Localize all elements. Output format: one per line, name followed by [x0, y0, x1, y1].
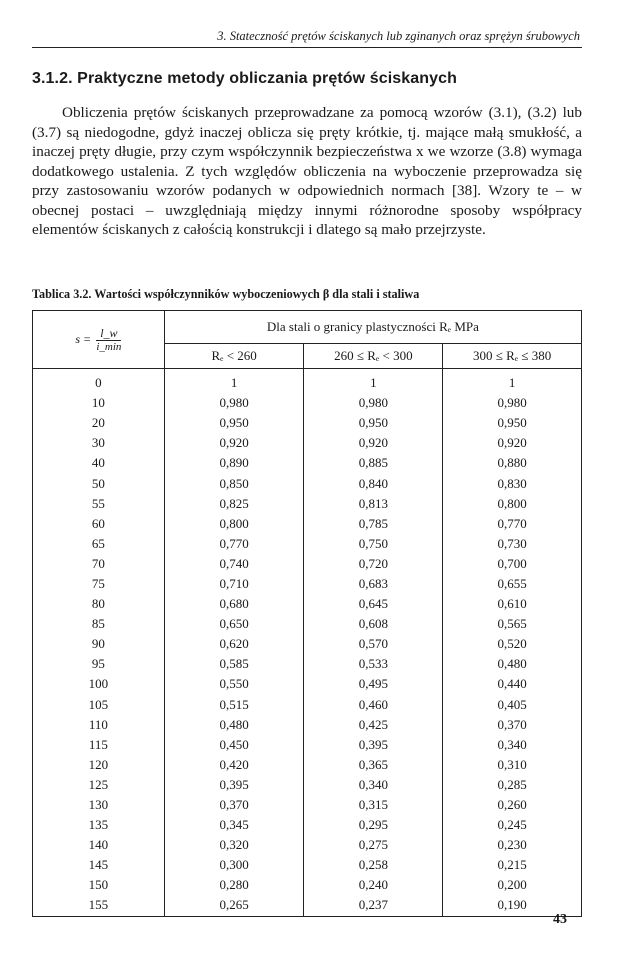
slenderness-cell: 40 [33, 453, 165, 473]
table-row [33, 473, 582, 493]
page-number: 43 [553, 912, 567, 927]
coefficient-cell: 0,320 [164, 835, 304, 855]
slenderness-cell: 140 [33, 835, 165, 855]
table-row [33, 413, 582, 433]
coefficient-cell: 0,420 [164, 755, 304, 775]
coefficient-cell: 1 [304, 369, 443, 394]
table-row [33, 674, 582, 694]
coefficient-cell: 0,770 [164, 534, 304, 554]
coefficient-cell: 0,980 [164, 393, 304, 413]
coefficient-cell: 0,480 [164, 715, 304, 735]
slenderness-cell: 85 [33, 614, 165, 634]
slenderness-cell: 95 [33, 654, 165, 674]
coefficient-cell: 0,200 [443, 875, 582, 895]
slenderness-cell: 120 [33, 755, 165, 775]
coefficient-cell: 0,565 [443, 614, 582, 634]
coefficient-cell: 0,920 [443, 433, 582, 453]
coefficient-cell: 0,950 [443, 413, 582, 433]
coefficient-cell: 0,245 [443, 815, 582, 835]
coefficient-cell: 0,405 [443, 695, 582, 715]
coefficient-cell: 0,950 [164, 413, 304, 433]
coefficient-cell: 0,950 [304, 413, 443, 433]
coefficient-cell: 0,340 [443, 735, 582, 755]
table-body [33, 369, 582, 917]
slenderness-cell: 65 [33, 534, 165, 554]
coefficient-cell: 0,237 [304, 895, 443, 916]
coefficient-cell: 0,710 [164, 574, 304, 594]
slenderness-cell: 55 [33, 494, 165, 514]
table-row [33, 735, 582, 755]
table-row [33, 574, 582, 594]
slenderness-cell: 150 [33, 875, 165, 895]
coefficient-cell: 0,260 [443, 795, 582, 815]
coefficient-cell: 0,645 [304, 594, 443, 614]
slenderness-cell: 100 [33, 674, 165, 694]
coefficient-cell: 0,700 [443, 554, 582, 574]
table-row [33, 634, 582, 654]
slenderness-fraction [96, 327, 121, 353]
coefficient-cell: 0,370 [164, 795, 304, 815]
table-row [33, 594, 582, 614]
body-paragraph: Obliczenia prętów ściskanych przeprowadzane za pomocą wzorów (3.1), (3.2) lub (3.7) są niedogodne, gdyż inaczej oblicza się pręty krótkie, tj. mające małą smukłość, a inaczej pręty długie, przy czym współczynnik bezpieczeństwa x we wzorze (3.8) wymaga dodatkowego ustalenia. Z tych względów obliczenia na wyboczenie przeprowadza się przy zastosowaniu wzorów podanych w odpowiednich normach [38]. Wzory te – w obecnej postaci – uwzględniają między innymi różnorodne sposoby współpracy elementów ściskanych z całością konstrukcji i dlatego są mało przejrzyste. [32, 104, 582, 238]
slenderness-cell: 145 [33, 855, 165, 875]
coefficient-cell: 0,495 [304, 674, 443, 694]
table-row [33, 895, 582, 916]
table-row [33, 433, 582, 453]
coefficient-cell: 0,265 [164, 895, 304, 916]
coefficient-cell: 1 [443, 369, 582, 394]
coefficient-cell: 0,280 [164, 875, 304, 895]
coefficient-cell: 0,920 [304, 433, 443, 453]
coefficient-cell: 0,740 [164, 554, 304, 574]
coefficient-cell: 0,215 [443, 855, 582, 875]
coefficient-cell: 0,650 [164, 614, 304, 634]
slenderness-cell: 80 [33, 594, 165, 614]
col-header-2: 260 ≤ Rₑ < 300 [304, 344, 443, 369]
slenderness-cell: 135 [33, 815, 165, 835]
coefficient-cell: 1 [164, 369, 304, 394]
coefficient-cell: 0,980 [443, 393, 582, 413]
coefficient-cell: 0,295 [304, 815, 443, 835]
table-caption: Tablica 3.2. Wartości współczynników wyboczeniowych β dla stali i staliwa [32, 287, 420, 301]
coefficient-cell: 0,850 [164, 473, 304, 493]
table-row [33, 393, 582, 413]
table-row [33, 695, 582, 715]
table-row [33, 715, 582, 735]
running-head: 3. Stateczność prętów ściskanych lub zginanych oraz sprężyn śrubowych [217, 29, 580, 43]
table-row [33, 554, 582, 574]
coefficient-cell: 0,258 [304, 855, 443, 875]
coefficient-cell: 0,830 [443, 473, 582, 493]
table-row [33, 534, 582, 554]
coefficient-cell: 0,880 [443, 453, 582, 473]
coefficient-cell: 0,800 [164, 514, 304, 534]
coefficient-cell: 0,890 [164, 453, 304, 473]
table-row [33, 855, 582, 875]
coefficient-cell: 0,230 [443, 835, 582, 855]
slenderness-cell: 10 [33, 393, 165, 413]
slenderness-cell: 110 [33, 715, 165, 735]
table-row [33, 755, 582, 775]
coefficient-cell: 0,550 [164, 674, 304, 694]
coefficient-cell: 0,825 [164, 494, 304, 514]
table-row [33, 453, 582, 473]
slenderness-cell: 115 [33, 735, 165, 755]
coefficient-cell: 0,345 [164, 815, 304, 835]
table-row [33, 835, 582, 855]
coefficient-cell: 0,840 [304, 473, 443, 493]
coefficient-cell: 0,315 [304, 795, 443, 815]
slenderness-cell: 0 [33, 369, 165, 394]
slenderness-symbol: s = [75, 332, 92, 346]
slenderness-cell: 130 [33, 795, 165, 815]
coefficient-cell: 0,520 [443, 634, 582, 654]
slenderness-cell: 125 [33, 775, 165, 795]
coefficient-cell: 0,750 [304, 534, 443, 554]
col-header-1: Rₑ < 260 [164, 344, 304, 369]
section-title: 3.1.2. Praktyczne metody obliczania prętów ściskanych [32, 70, 458, 87]
table-row [33, 494, 582, 514]
table-row [33, 875, 582, 895]
coefficient-cell: 0,533 [304, 654, 443, 674]
coefficient-cell: 0,450 [164, 735, 304, 755]
header-rule [32, 47, 582, 48]
coefficient-cell: 0,885 [304, 453, 443, 473]
table-row [33, 815, 582, 835]
table-row [33, 369, 582, 394]
coefficient-cell: 0,395 [164, 775, 304, 795]
coefficient-cell: 0,683 [304, 574, 443, 594]
coefficient-cell: 0,980 [304, 393, 443, 413]
coefficient-cell: 0,440 [443, 674, 582, 694]
buckling-coefficient-table [32, 310, 582, 917]
coefficient-cell: 0,920 [164, 433, 304, 453]
slenderness-cell: 90 [33, 634, 165, 654]
coefficient-cell: 0,395 [304, 735, 443, 755]
table-row [33, 795, 582, 815]
slenderness-cell: 50 [33, 473, 165, 493]
coefficient-cell: 0,480 [443, 654, 582, 674]
table-row [33, 654, 582, 674]
table-row [33, 514, 582, 534]
coefficient-cell: 0,425 [304, 715, 443, 735]
coefficient-cell: 0,720 [304, 554, 443, 574]
table-row [33, 775, 582, 795]
slenderness-cell: 75 [33, 574, 165, 594]
slenderness-cell: 155 [33, 895, 165, 916]
coefficient-cell: 0,655 [443, 574, 582, 594]
fraction-numerator: l_w [96, 327, 121, 341]
coefficient-cell: 0,620 [164, 634, 304, 654]
coefficient-cell: 0,800 [443, 494, 582, 514]
coefficient-cell: 0,300 [164, 855, 304, 875]
col-header-3: 300 ≤ Rₑ ≤ 380 [443, 344, 582, 369]
coefficient-cell: 0,240 [304, 875, 443, 895]
coefficient-cell: 0,515 [164, 695, 304, 715]
yield-strength-group-header: Dla stali o granicy plastyczności Rₑ MPa [164, 311, 581, 344]
slenderness-header [33, 311, 165, 369]
coefficient-cell: 0,813 [304, 494, 443, 514]
slenderness-cell: 70 [33, 554, 165, 574]
coefficient-cell: 0,680 [164, 594, 304, 614]
coefficient-cell: 0,570 [304, 634, 443, 654]
coefficient-cell: 0,608 [304, 614, 443, 634]
slenderness-cell: 105 [33, 695, 165, 715]
slenderness-cell: 60 [33, 514, 165, 534]
table-row [33, 614, 582, 634]
slenderness-cell: 30 [33, 433, 165, 453]
coefficient-cell: 0,340 [304, 775, 443, 795]
coefficient-cell: 0,190 [443, 895, 582, 916]
coefficient-cell: 0,370 [443, 715, 582, 735]
coefficient-cell: 0,585 [164, 654, 304, 674]
coefficient-cell: 0,610 [443, 594, 582, 614]
coefficient-cell: 0,285 [443, 775, 582, 795]
coefficient-cell: 0,460 [304, 695, 443, 715]
coefficient-cell: 0,365 [304, 755, 443, 775]
coefficient-cell: 0,785 [304, 514, 443, 534]
coefficient-cell: 0,730 [443, 534, 582, 554]
fraction-denominator: i_min [96, 340, 122, 353]
coefficient-cell: 0,310 [443, 755, 582, 775]
slenderness-cell: 20 [33, 413, 165, 433]
coefficient-cell: 0,770 [443, 514, 582, 534]
coefficient-cell: 0,275 [304, 835, 443, 855]
